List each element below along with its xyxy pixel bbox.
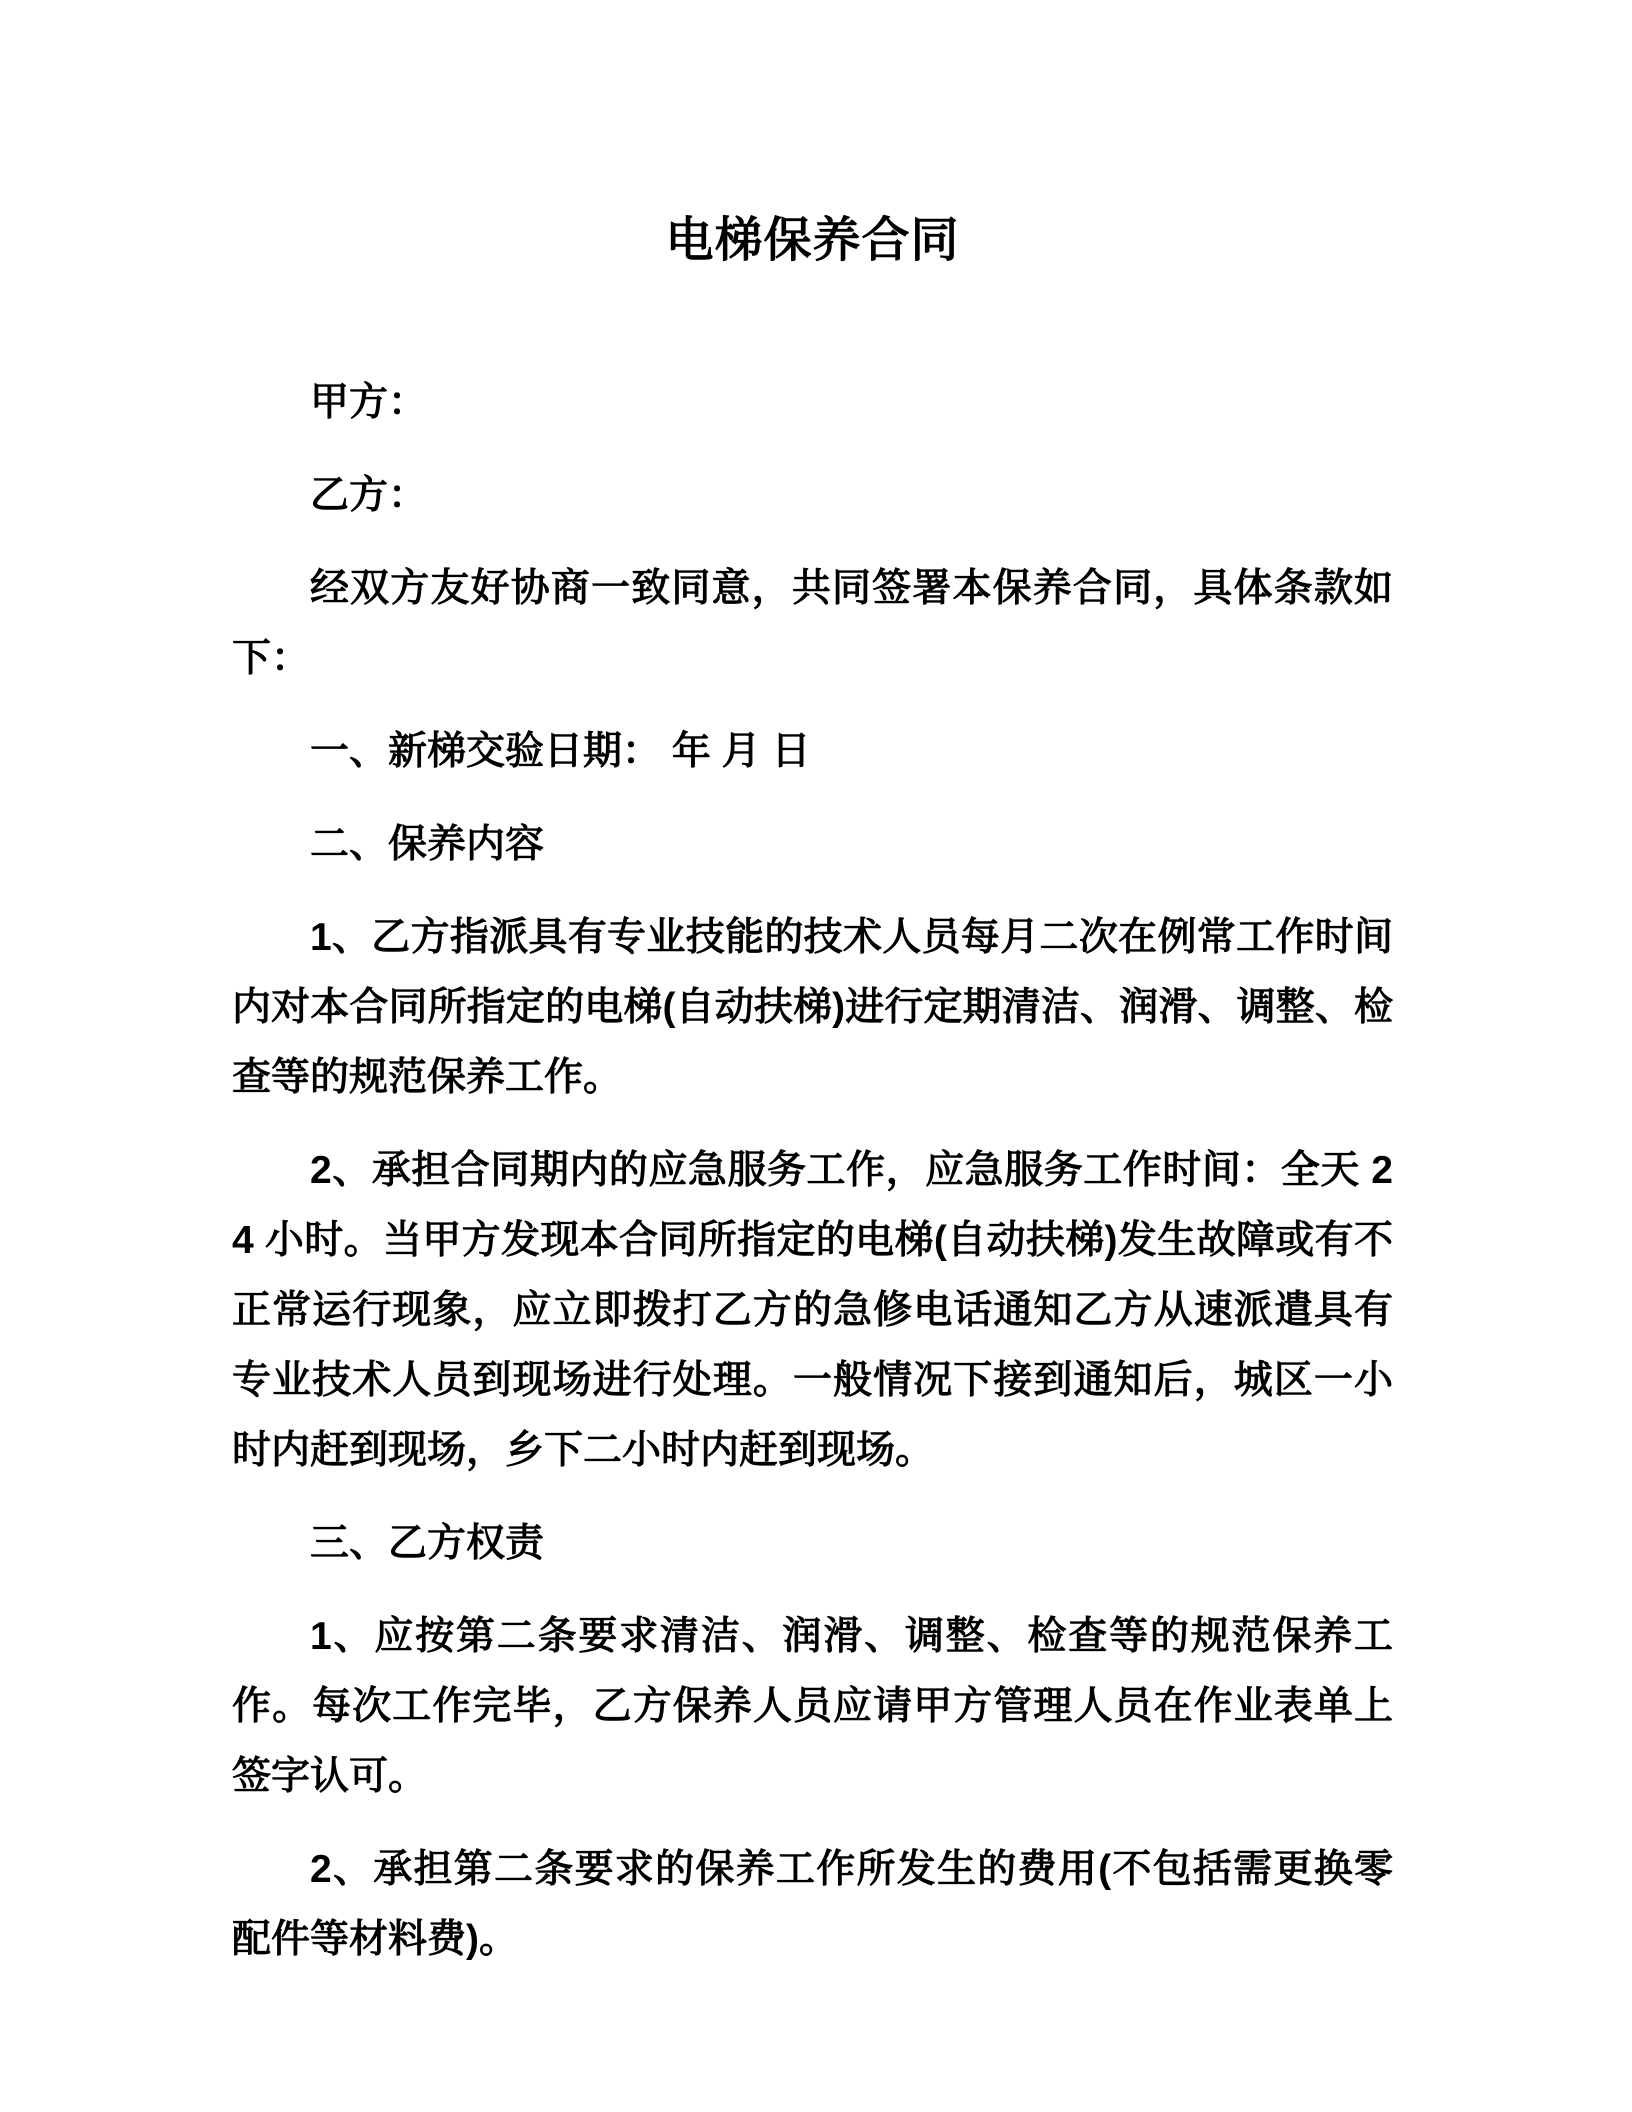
clause-3-2: 2、承担第二条要求的保养工作所发生的费用(不包括需更换零配件等材料费)。: [232, 1848, 1393, 1961]
preamble-paragraph: 经双方友好协商一致同意，共同签署本保养合同，具体条款如下：: [232, 567, 1393, 680]
clause-2-1: 1、乙方指派具有专业技能的技术人员每月二次在例常工作时间内对本合同所指定的电梯(自动扶梯)进行定期清洁、润滑、调整、检查等的规范保养工作。: [232, 916, 1393, 1099]
party-a-line: 甲方：: [310, 381, 428, 424]
clause-3-1: 1、应按第二条要求清洁、润滑、调整、检查等的规范保养工作。每次工作完毕，乙方保养人员应请甲方管理人员在作业表单上签字认可。: [232, 1615, 1393, 1798]
clause-2-2: 2、承担合同期内的应急服务工作，应急服务工作时间：全天 24 小时。当甲方发现本合同所指定的电梯(自动扶梯)发生故障或有不正常运行现象，应立即拨打乙方的急修电话通知乙方从速派遣具有专业技术人员到现场进行处理。一般情况下接到通知后，城区一小时内赶到现场，乡下二小时内赶到现场。: [232, 1149, 1393, 1472]
section-3-heading-party-b-duties: 三、乙方权责: [310, 1522, 545, 1565]
party-b-line: 乙方：: [310, 474, 428, 517]
section-2-heading-maintenance-content: 二、保养内容: [310, 823, 545, 866]
document-title: 电梯保养合同: [665, 214, 960, 267]
section-1-heading-delivery-date: 一、新梯交验日期： 年 月 日: [310, 730, 811, 773]
